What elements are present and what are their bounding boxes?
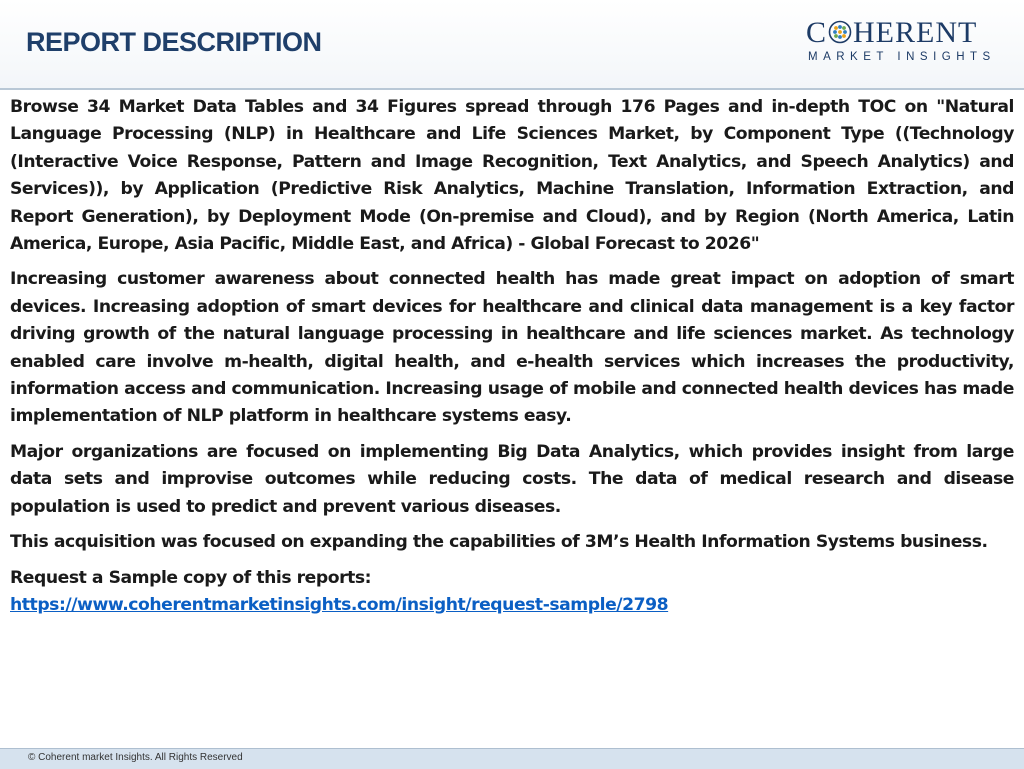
request-sample-link[interactable]: https://www.coherentmarketinsights.com/insight/request-sample/2798 (10, 594, 669, 615)
request-sample-block (10, 565, 1014, 620)
report-description (10, 94, 1014, 627)
paragraph-report-scope: Browse 34 Market Data Tables and 34 Figures spread through 176 Pages and in-depth TOC on "Natural Language Processing (NLP) in Healthcare and Life Sciences Market, by Component Type ((Technology (Interactive Voice Response, Pattern and Image Recognition, Text Analytics, and Speech Analytics) and Services)), by Application (Predictive Risk Analytics, Machine Translation, Information Extraction, and Report Generation), by Deployment Mode (On-premise and Cloud), and by Region (North America, Latin America, Europe, Asia Pacific, Middle East, and Africa) - Global Forecast to 2026" (10, 97, 1014, 255)
company-logo (806, 16, 1006, 66)
request-sample-label: Request a Sample copy of this reports: (10, 567, 372, 588)
paragraph-market-drivers: Increasing customer awareness about connected health has made great impact on adoption of smart devices. Increasing adoption of smart devices for healthcare and clinical data management is a key factor driving growth of the natural language processing in healthcare and life sciences market. As technology enabled care involve m-health, digital health, and e-health services which increases the productivity, information access and communication. Increasing usage of mobile and connected health devices has made implementation of NLP platform in healthcare systems easy. (10, 269, 1014, 427)
logo-subtitle: MARKET INSIGHTS (808, 51, 996, 63)
logo-o-icon (828, 20, 852, 44)
logo-wordmark (806, 16, 1006, 50)
page-title: REPORT DESCRIPTION (26, 27, 322, 57)
logo-letter-c: C (806, 16, 828, 49)
copyright-text: © Coherent market Insights. All Rights Reserved (28, 752, 243, 763)
page-header (0, 0, 1024, 90)
logo-letters: HERENT (853, 16, 978, 49)
paragraph-big-data: Major organizations are focused on implementing Big Data Analytics, which provides insight from large data sets and improvise outcomes while reducing costs. The data of medical research and disease population is used to predict and prevent various diseases. (10, 441, 1014, 517)
paragraph-acquisition: This acquisition was focused on expanding the capabilities of 3M’s Health Information Systems business. (10, 532, 988, 553)
page-footer (0, 748, 1024, 769)
